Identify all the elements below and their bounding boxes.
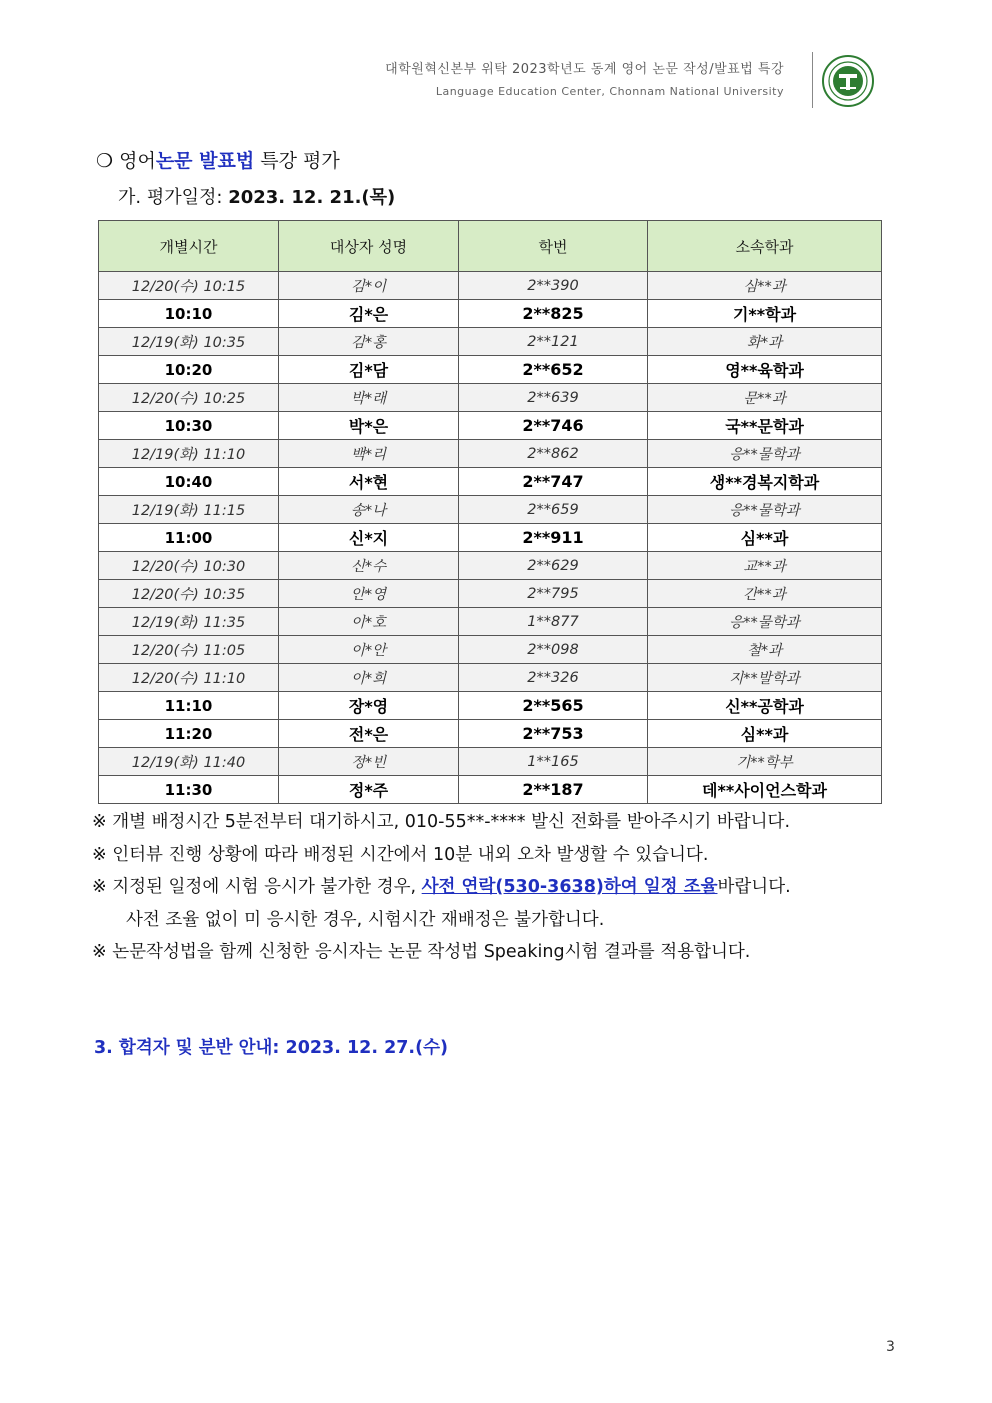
cell-id: 2**746 [459, 412, 648, 440]
university-seal-logo [822, 55, 874, 107]
cell-id: 2**753 [459, 720, 648, 748]
section-3-heading: 3. 합격자 및 분반 안내: 2023. 12. 27.(수) [94, 1038, 448, 1058]
note-3-post: 바랍니다. [717, 877, 791, 897]
cell-id: 2**862 [459, 440, 648, 468]
cell-time: 12/19(화) 11:10 [99, 440, 279, 468]
cell-dept: 철*과 [648, 636, 882, 664]
cell-name: 김*홍 [279, 328, 459, 356]
cell-time: 12/20(수) 10:25 [99, 384, 279, 412]
section-title [96, 146, 340, 173]
table-row [99, 468, 882, 496]
cell-dept: 기**학과 [648, 300, 882, 328]
cell-dept: 교**과 [648, 552, 882, 580]
cell-name: 서*현 [279, 468, 459, 496]
cell-time: 12/20(수) 11:10 [99, 664, 279, 692]
cell-id: 2**747 [459, 468, 648, 496]
table-row [99, 412, 882, 440]
header-subtitle: Language Education Center, Chonnam National University [435, 85, 784, 98]
cell-dept: 국**문학과 [648, 412, 882, 440]
cell-name: 정*빈 [279, 748, 459, 776]
table-row [99, 552, 882, 580]
col-header-id: 학번 [459, 221, 648, 272]
cell-id: 2**795 [459, 580, 648, 608]
table-row [99, 720, 882, 748]
table-row [99, 440, 882, 468]
cell-id: 2**911 [459, 524, 648, 552]
cell-time: 11:00 [99, 524, 279, 552]
cell-dept: 기**학부 [648, 748, 882, 776]
cell-time: 12/20(수) 11:05 [99, 636, 279, 664]
table-header-row [99, 221, 882, 272]
cell-name: 신*지 [279, 524, 459, 552]
cell-id: 2**390 [459, 272, 648, 300]
cell-time: 12/19(화) 11:15 [99, 496, 279, 524]
note-2: ※ 인터뷰 진행 상황에 따라 배정된 시간에서 10분 내외 오차 발생할 수 있습니다. [92, 844, 709, 865]
table-row [99, 496, 882, 524]
table-row [99, 300, 882, 328]
page-header [385, 58, 784, 98]
cell-time: 12/20(수) 10:35 [99, 580, 279, 608]
cell-id: 2**629 [459, 552, 648, 580]
schedule-line [118, 183, 395, 209]
cell-dept: 응**물학과 [648, 496, 882, 524]
cell-dept: 응**물학과 [648, 440, 882, 468]
cell-dept: 영**육학과 [648, 356, 882, 384]
cell-id: 1**165 [459, 748, 648, 776]
cell-name: 이*호 [279, 608, 459, 636]
cell-name: 박*래 [279, 384, 459, 412]
table-row [99, 776, 882, 804]
note-1: ※ 개별 배정시간 5분전부터 대기하시고, 010-55**-**** 발신 전화를 받아주시기 바랍니다. [92, 812, 791, 832]
cell-id: 2**825 [459, 300, 648, 328]
cell-dept: 심**과 [648, 272, 882, 300]
table-row [99, 328, 882, 356]
col-header-name: 대상자 성명 [279, 221, 459, 272]
table-body [99, 272, 882, 804]
cell-name: 송*나 [279, 496, 459, 524]
cell-time: 10:40 [99, 468, 279, 496]
bullet-icon: ❍ [96, 150, 114, 172]
table-row [99, 384, 882, 412]
cell-name: 김*은 [279, 300, 459, 328]
cell-name: 정*주 [279, 776, 459, 804]
cell-id: 2**639 [459, 384, 648, 412]
cell-dept: 간**과 [648, 580, 882, 608]
note-3-pre: ※ 지정된 일정에 시험 응시가 불가한 경우, [92, 877, 422, 897]
contact-link[interactable]: 사전 연락(530-3638)하여 일정 조율 [421, 877, 718, 897]
cell-time: 12/20(수) 10:15 [99, 272, 279, 300]
section-title-post: 특강 평가 [254, 150, 340, 172]
cell-name: 안*영 [279, 580, 459, 608]
cell-time: 11:10 [99, 692, 279, 720]
cell-time: 11:30 [99, 776, 279, 804]
cell-id: 2**659 [459, 496, 648, 524]
cell-id: 2**326 [459, 664, 648, 692]
cell-time: 12/19(화) 11:40 [99, 748, 279, 776]
cell-name: 김*담 [279, 356, 459, 384]
cell-id: 2**565 [459, 692, 648, 720]
cell-id: 1**877 [459, 608, 648, 636]
header-divider [812, 52, 813, 108]
header-title: 대학원혁신본부 위탁 2023학년도 동계 영어 논문 작성/발표법 특강 [385, 62, 784, 77]
table-row [99, 664, 882, 692]
schedule-date: 2023. 12. 21.(목) [228, 187, 396, 208]
cell-time: 10:30 [99, 412, 279, 440]
section-title-highlight: 논문 발표법 [155, 150, 255, 172]
cell-time: 10:10 [99, 300, 279, 328]
cell-name: 신*수 [279, 552, 459, 580]
table-row [99, 580, 882, 608]
cell-name: 이*희 [279, 664, 459, 692]
cell-time: 11:20 [99, 720, 279, 748]
cell-dept: 응**물학과 [648, 608, 882, 636]
table-row [99, 748, 882, 776]
cell-dept: 생**경복지학과 [648, 468, 882, 496]
cell-id: 2**652 [459, 356, 648, 384]
note-3-continuation: 사전 조율 없이 미 응시한 경우, 시험시간 재배정은 불가합니다. [126, 909, 605, 930]
cell-id: 2**187 [459, 776, 648, 804]
col-header-time: 개별시간 [99, 221, 279, 272]
schedule-table [98, 220, 882, 804]
section-title-pre: 영어 [119, 150, 156, 172]
cell-time: 12/20(수) 10:30 [99, 552, 279, 580]
table-row [99, 608, 882, 636]
note-3 [92, 871, 791, 904]
cell-name: 전*은 [279, 720, 459, 748]
table-row [99, 524, 882, 552]
cell-id: 2**098 [459, 636, 648, 664]
cell-dept: 심**과 [648, 720, 882, 748]
table-row [99, 272, 882, 300]
table-row [99, 356, 882, 384]
cell-name: 김*이 [279, 272, 459, 300]
col-header-dept: 소속학과 [648, 221, 882, 272]
cell-time: 12/19(화) 11:35 [99, 608, 279, 636]
cell-dept: 신**공학과 [648, 692, 882, 720]
notes [92, 806, 791, 969]
cell-name: 이*안 [279, 636, 459, 664]
note-4: ※ 논문작성법을 함께 신청한 응시자는 논문 작성법 Speaking시험 결과를 적용합니다. [92, 942, 751, 962]
cell-id: 2**121 [459, 328, 648, 356]
cell-name: 백*리 [279, 440, 459, 468]
cell-dept: 지**발학과 [648, 664, 882, 692]
cell-dept: 화*과 [648, 328, 882, 356]
cell-time: 10:20 [99, 356, 279, 384]
cell-dept: 데**사이언스학과 [648, 776, 882, 804]
cell-dept: 심**과 [648, 524, 882, 552]
cell-dept: 문**과 [648, 384, 882, 412]
cell-time: 12/19(화) 10:35 [99, 328, 279, 356]
cell-name: 장*영 [279, 692, 459, 720]
schedule-label: 가. 평가일정: [118, 187, 223, 208]
table-row [99, 692, 882, 720]
page-number: 3 [886, 1339, 895, 1355]
cell-name: 박*은 [279, 412, 459, 440]
table-row [99, 636, 882, 664]
